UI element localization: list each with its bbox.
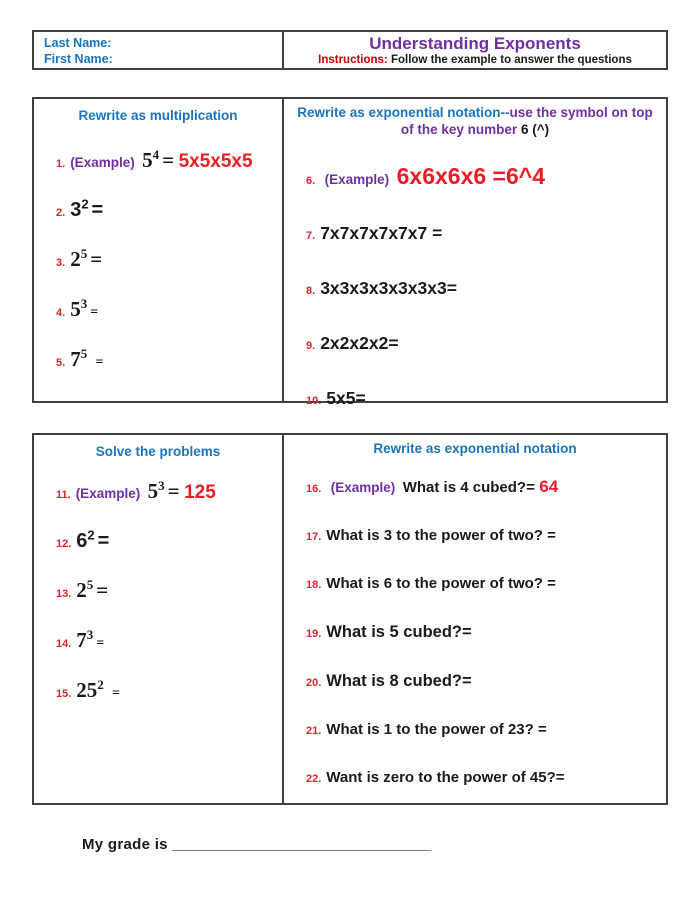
equals-sign: = — [112, 686, 121, 701]
problem-21 — [306, 720, 660, 741]
problem-19 — [306, 622, 660, 644]
problem-9 — [306, 331, 660, 358]
problem-number: 22. — [306, 773, 322, 785]
problem-5 — [56, 345, 276, 377]
exponent-expression — [76, 678, 120, 702]
instructions-line — [288, 53, 662, 67]
example-answer: 64 — [539, 477, 559, 496]
problem-22 — [306, 768, 660, 789]
example-answer: 125 — [184, 482, 216, 503]
problem-number: 9. — [306, 340, 316, 352]
equals-sign: = — [97, 530, 110, 552]
problem-12 — [56, 528, 276, 557]
multiplication-expression: 2x2x2x2= — [320, 333, 399, 353]
problem-number: 11. — [56, 489, 71, 501]
problem-number: 3. — [56, 257, 66, 269]
exponents-table-1 — [32, 97, 668, 408]
instructions-label: Instructions: — [318, 53, 388, 66]
problem-number: 13. — [56, 588, 72, 600]
grade-line — [82, 836, 431, 853]
example-label: (Example) — [70, 155, 135, 170]
problem-10 — [306, 386, 660, 413]
question-text: What is 4 cubed?= — [402, 479, 535, 496]
problem-7 — [306, 221, 660, 248]
problem-number: 7. — [306, 230, 316, 242]
equals-sign: = — [95, 355, 104, 370]
problem-number: 20. — [306, 677, 322, 689]
exponent-number: 5 — [80, 346, 88, 361]
multiplication-expression: 5x5= — [326, 388, 366, 408]
header-segment-blue: Rewrite as exponential notation-- — [297, 105, 510, 120]
base-number: 3 — [70, 199, 82, 221]
problem-number: 14. — [56, 638, 72, 650]
instructions-text: Follow the example to answer the questions — [387, 53, 632, 66]
example-label: (Example) — [75, 486, 141, 501]
problem-number: 4. — [56, 307, 66, 319]
header-table — [32, 30, 668, 70]
problem-number: 1. — [56, 158, 66, 170]
question-text: What is 6 to the power of two? = — [326, 575, 556, 592]
exponent-expression — [70, 347, 103, 371]
problem-3 — [56, 245, 276, 277]
header-segment-purple: use the symbol on top of the key number — [400, 105, 653, 137]
rewrite-as-multiplication-column — [34, 99, 284, 401]
solve-the-problems-column — [34, 435, 284, 803]
question-text: What is 8 cubed?= — [326, 672, 472, 690]
base-number: 5 — [70, 297, 81, 321]
problem-2 — [56, 196, 276, 227]
problem-20 — [306, 671, 660, 693]
exponent-number: 3 — [86, 627, 94, 642]
problem-number: 16. — [306, 483, 322, 495]
problem-16 — [306, 477, 660, 499]
problem-1 — [56, 146, 276, 178]
exponent-expression — [148, 479, 180, 503]
base-number: 7 — [70, 347, 81, 371]
problem-6 — [306, 164, 660, 193]
exponent-expression — [76, 628, 104, 652]
problem-number: 15. — [56, 688, 72, 700]
problem-number: 12. — [56, 538, 72, 550]
problem-number: 8. — [306, 285, 316, 297]
problem-list — [284, 477, 666, 789]
base-number: 5 — [142, 148, 153, 172]
example-label: (Example) — [330, 480, 396, 495]
example-answer: 6x6x6x6 =6^4 — [396, 163, 546, 189]
problem-number: 5. — [56, 357, 66, 369]
rewrite-exponential-column-2 — [284, 435, 666, 803]
problem-number: 21. — [306, 725, 322, 737]
name-fields-cell — [34, 32, 284, 68]
problem-15 — [56, 677, 276, 707]
problem-number: 6. — [306, 175, 316, 187]
base-number: 7 — [76, 628, 87, 652]
problem-list — [284, 164, 666, 413]
exponent-number: 2 — [87, 527, 95, 543]
last-name-label: Last Name: — [44, 36, 112, 50]
problem-14 — [56, 627, 276, 657]
equals-sign: = — [167, 479, 180, 503]
problem-number: 18. — [306, 579, 322, 591]
problem-number: 10. — [306, 395, 322, 407]
problem-number: 19. — [306, 628, 322, 640]
exponent-expression — [70, 247, 102, 271]
equals-sign: = — [90, 247, 103, 271]
problem-number: 17. — [306, 531, 322, 543]
exponent-number: 2 — [97, 677, 104, 692]
grade-label: My grade is — [82, 836, 168, 853]
equals-sign: = — [96, 578, 109, 602]
base-number: 2 — [76, 578, 87, 602]
column-header-rewrite-multiplication: Rewrite as multiplication — [78, 108, 238, 123]
problem-11 — [56, 478, 276, 508]
question-text: Want is zero to the power of 45?= — [326, 769, 565, 786]
question-text: What is 1 to the power of 23? = — [326, 721, 547, 738]
example-label: (Example) — [324, 172, 390, 187]
base-number: 2 — [70, 247, 81, 271]
exponent-expression — [70, 196, 104, 221]
header-segment-black: 6 (^) — [520, 122, 550, 137]
exponent-number: 5 — [80, 246, 88, 261]
equals-sign: = — [90, 305, 99, 320]
exponent-number: 3 — [80, 296, 88, 311]
base-number: 25 — [76, 678, 98, 702]
multiplication-expression: 3x3x3x3x3x3x3= — [320, 278, 457, 298]
problem-18 — [306, 574, 660, 595]
question-text: What is 3 to the power of two? = — [326, 527, 556, 544]
equals-sign: = — [162, 148, 175, 172]
example-answer: 5x5x5x5 — [178, 151, 253, 172]
equals-sign: = — [96, 636, 105, 651]
page-title: Understanding Exponents — [369, 33, 581, 53]
problem-list — [34, 146, 282, 377]
problem-8 — [306, 276, 660, 303]
exponents-table-2 — [32, 433, 668, 805]
column-header-solve-problems: Solve the problems — [95, 444, 221, 459]
base-number: 6 — [76, 530, 88, 552]
problem-13 — [56, 577, 276, 607]
problem-number: 2. — [56, 207, 66, 219]
exponent-number: 4 — [152, 147, 160, 162]
exponent-number: 5 — [86, 577, 94, 592]
problem-17 — [306, 526, 660, 547]
grade-blank-line: _______________________________ — [172, 836, 431, 853]
rewrite-as-exponential-column — [284, 99, 666, 408]
exponent-expression — [76, 527, 110, 552]
problem-list — [34, 478, 282, 707]
question-text: What is 5 cubed?= — [326, 623, 472, 641]
exponent-expression — [70, 297, 98, 321]
exponent-number: 2 — [81, 196, 89, 212]
equals-sign: = — [91, 199, 104, 221]
first-name-label: First Name: — [44, 52, 113, 66]
column-header-rewrite-exponential — [284, 104, 666, 138]
multiplication-expression: 7x7x7x7x7x7 = — [320, 223, 443, 243]
exponent-expression — [142, 148, 174, 172]
exponent-expression — [76, 578, 108, 602]
column-header-rewrite-exponential-2: Rewrite as exponential notation — [373, 441, 577, 456]
base-number: 5 — [147, 479, 159, 503]
exponent-number: 3 — [158, 478, 165, 493]
problem-4 — [56, 295, 276, 327]
title-cell — [284, 32, 666, 68]
